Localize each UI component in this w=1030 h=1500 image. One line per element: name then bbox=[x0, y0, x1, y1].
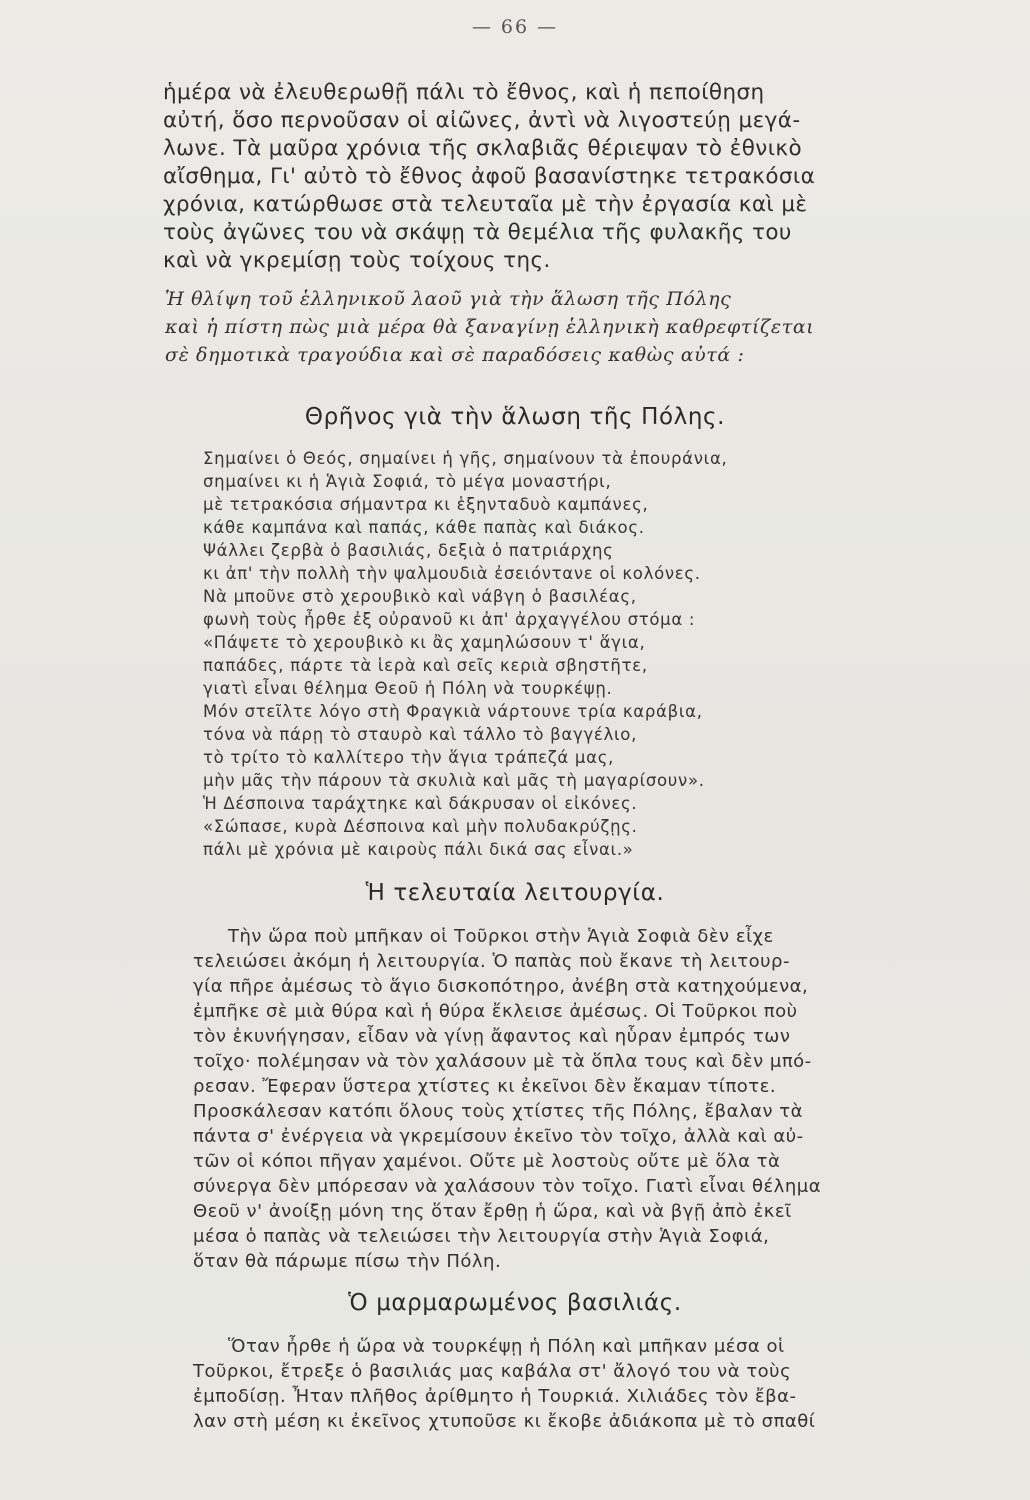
section-title-lament: Θρῆνος γιὰ τὴν ἅλωση τῆς Πόλης. bbox=[304, 404, 726, 430]
verse-line: Σημαίνει ὁ Θεός, σημαίνει ἡ γῆς, σημαίνουν τὰ ἐπουράνια, bbox=[203, 449, 728, 468]
text-line: ἐμπῆκε σὲ μιὰ θύρα καὶ ἡ θύρα ἔκλεισε ἀμέσως. Οἱ Τοῦρκοι ποὺ bbox=[193, 1001, 798, 1022]
text-line: σύνεργα δὲν μπόρεσαν νὰ χαλάσουν τὸν τοῖχο. Γιατὶ εἶναι θέλημα bbox=[193, 1176, 822, 1197]
text-line: Θεοῦ ν' ἀνοίξῃ μόνη της ὅταν ἔρθῃ ἡ ὥρα, καὶ νὰ βγῇ ἀπὸ ἐκεῖ bbox=[193, 1201, 792, 1222]
text-line: αἴσθημα, Γι' αὐτὸ τὸ ἔθνος ἀφοῦ βασανίστηκε τετρακόσια bbox=[163, 164, 816, 189]
text-line: Προσκάλεσαν κατόπι ὅλους τοὺς χτίστες τῆς Πόλης, ἔβαλαν τὰ bbox=[193, 1101, 804, 1122]
verse-line: κι ἀπ' τὴν πολλὴ τὴν ψαλμουδιὰ ἐσειόντανε οἱ κολόνες. bbox=[203, 564, 701, 583]
verse-line: Νὰ μποῦνε στὸ χερουβικὸ καὶ νάβγη ὁ βασιλέας, bbox=[203, 587, 637, 606]
verse-line: φωνὴ τοὺς ἦρθε ἐξ οὐρανοῦ κι ἀπ' ἀρχαγγέλου στόμα : bbox=[203, 610, 696, 629]
text-line: καὶ νὰ γκρεμίσῃ τοὺς τοίχους της. bbox=[163, 248, 551, 273]
verse-line: Ἡ Δέσποινα ταράχτηκε καὶ δάκρυσαν οἱ εἰκόνες. bbox=[203, 794, 638, 813]
text-line: λαν στὴ μέση κι ἐκεῖνος χτυποῦσε κι ἔκοβε ἀδιάκοπα μὲ τὸ σπαθί bbox=[193, 1411, 816, 1432]
verse-line: παπάδες, πάρτε τὰ ἱερὰ καὶ σεῖς κεριὰ σβηστῆτε, bbox=[203, 656, 648, 675]
verse-line: μὲ τετρακόσια σήμαντρα κι ἑξηνταδυὸ καμπάνες, bbox=[203, 495, 649, 514]
text-line: χρόνια, κατώρθωσε στὰ τελευταῖα μὲ τὴν ἐργασία καὶ μὲ bbox=[163, 192, 808, 217]
verse-line: τόνα νὰ πάρῃ τὸ σταυρὸ καὶ τάλλο τὸ βαγγέλιο, bbox=[203, 725, 638, 744]
text-line: ρεσαν. Ἔφεραν ὕστερα χτίστες κι ἐκεῖνοι δὲν ἔκαμαν τίποτε. bbox=[193, 1076, 777, 1097]
text-line: τὸν ἐκυνήγησαν, εἶδαν νὰ γίνῃ ἄφαντος καὶ ηὗραν ἐμπρός των bbox=[193, 1026, 791, 1047]
text-line: τελειώσει ἀκόμη ἡ λειτουργία. Ὁ παπὰς ποὺ ἔκανε τὴ λειτουρ- bbox=[193, 951, 790, 972]
verse-line: πάλι μὲ χρόνια μὲ καιροὺς πάλι δικά σας εἶναι.» bbox=[203, 840, 634, 859]
text-line: αὐτή, ὅσο περνοῦσαν οἱ αἰῶνες, ἀντὶ νὰ λιγοστεύῃ μεγά- bbox=[163, 108, 801, 133]
verse-line: γιατὶ εἶναι θέλημα Θεοῦ ἡ Πόλη νὰ τουρκέψῃ. bbox=[203, 679, 613, 698]
text-line: λωνε. Τὰ μαῦρα χρόνια τῆς σκλαβιᾶς θέριεψαν τὸ ἐθνικὸ bbox=[163, 136, 802, 161]
text-line: ἡμέρα νὰ ἐλευθερωθῇ πάλι τὸ ἔθνος, καὶ ἡ πεποίθηση bbox=[163, 80, 765, 105]
section-title-last-liturgy: Ἡ τελευταία λειτουργία. bbox=[365, 880, 665, 906]
verse-line: τὸ τρίτο τὸ καλλίτερο τὴν ἅγια τράπεζά μας, bbox=[203, 748, 615, 767]
verse-line: Ψάλλει ζερβὰ ὁ βασιλιάς, δεξιὰ ὁ πατριάρχης bbox=[203, 541, 614, 560]
text-line: καὶ ἡ πίστη πὼς μιὰ μέρα θὰ ξαναγίνῃ ἑλληνικὴ καθρεφτίζεται bbox=[165, 316, 815, 338]
text-line: γία πῆρε ἀμέσως τὸ ἅγιο δισκοπότηρο, ἀνέβη στὰ κατηχούμενα, bbox=[193, 976, 809, 997]
text-line: τοῖχο· πολέμησαν νὰ τὸν χαλάσουν μὲ τὰ ὅπλα τους καὶ δὲν μπό- bbox=[193, 1051, 812, 1072]
text-line: τῶν οἱ κόποι πῆγαν χαμένοι. Οὔτε μὲ λοστοὺς οὔτε μὲ ὅλα τὰ bbox=[193, 1151, 781, 1172]
section-title-marble-king: Ὁ μαρμαρωμένος βασιλιάς. bbox=[348, 1290, 682, 1316]
text-line: μέσα ὁ παπὰς νὰ τελειώσει τὴν λειτουργία στὴν Ἁγιὰ Σοφιά, bbox=[193, 1226, 770, 1247]
text-line: τοὺς ἀγῶνες του νὰ σκάψῃ τὰ θεμέλια τῆς φυλακῆς του bbox=[163, 220, 792, 245]
verse-line: Μόν στεῖλτε λόγο στὴ Φραγκιὰ νάρτουνε τρία καράβια, bbox=[203, 702, 703, 721]
page-number: — 66 — bbox=[471, 16, 559, 38]
verse-line: σημαίνει κι ἡ Ἁγιὰ Σοφιά, τὸ μέγα μοναστήρι, bbox=[203, 472, 612, 491]
verse-line: «Σώπασε, κυρὰ Δέσποινα καὶ μὴν πολυδακρύζῃς. bbox=[203, 817, 638, 836]
text-line: ἐμποδίσῃ. Ἦταν πλῆθος ἀρίθμητο ἡ Τουρκιά. Χιλιάδες τὸν ἔβα- bbox=[193, 1386, 797, 1407]
text-line: ὅταν θὰ πάρωμε πίσω τὴν Πόλη. bbox=[193, 1251, 502, 1272]
verse-line: «Πάψετε τὸ χερουβικὸ κι ἂς χαμηλώσουν τ' ἅγια, bbox=[203, 633, 646, 652]
text-line: Τοῦρκοι, ἔτρεξε ὁ βασιλιάς μας καβάλα στ' ἄλογό του νὰ τοὺς bbox=[193, 1361, 792, 1382]
text-line: πάντα σ' ἐνέργεια νὰ γκρεμίσουν ἐκεῖνο τὸν τοῖχο, ἀλλὰ καὶ αὐ- bbox=[193, 1126, 804, 1147]
verse-line: κάθε καμπάνα καὶ παπάς, κάθε παπὰς καὶ διάκος. bbox=[203, 518, 645, 537]
text-line: σὲ δημοτικὰ τραγούδια καὶ σὲ παραδόσεις καθὼς αὐτά : bbox=[165, 344, 745, 366]
text-line: Τὴν ὥρα ποὺ μπῆκαν οἱ Τοῦρκοι στὴν Ἁγιὰ Σοφιὰ δὲν εἶχε bbox=[228, 926, 774, 947]
text-line: Ἡ θλίψη τοῦ ἑλληνικοῦ λαοῦ γιὰ τὴν ἅλωση τῆς Πόλης bbox=[165, 288, 732, 310]
text-line: Ὅταν ἦρθε ἡ ὥρα νὰ τουρκέψῃ ἡ Πόλη καὶ μπῆκαν μέσα οἱ bbox=[228, 1336, 785, 1357]
verse-line: μὴν μᾶς τὴν πάρουν τὰ σκυλιὰ καὶ μᾶς τὴ μαγαρίσουν». bbox=[203, 771, 705, 790]
